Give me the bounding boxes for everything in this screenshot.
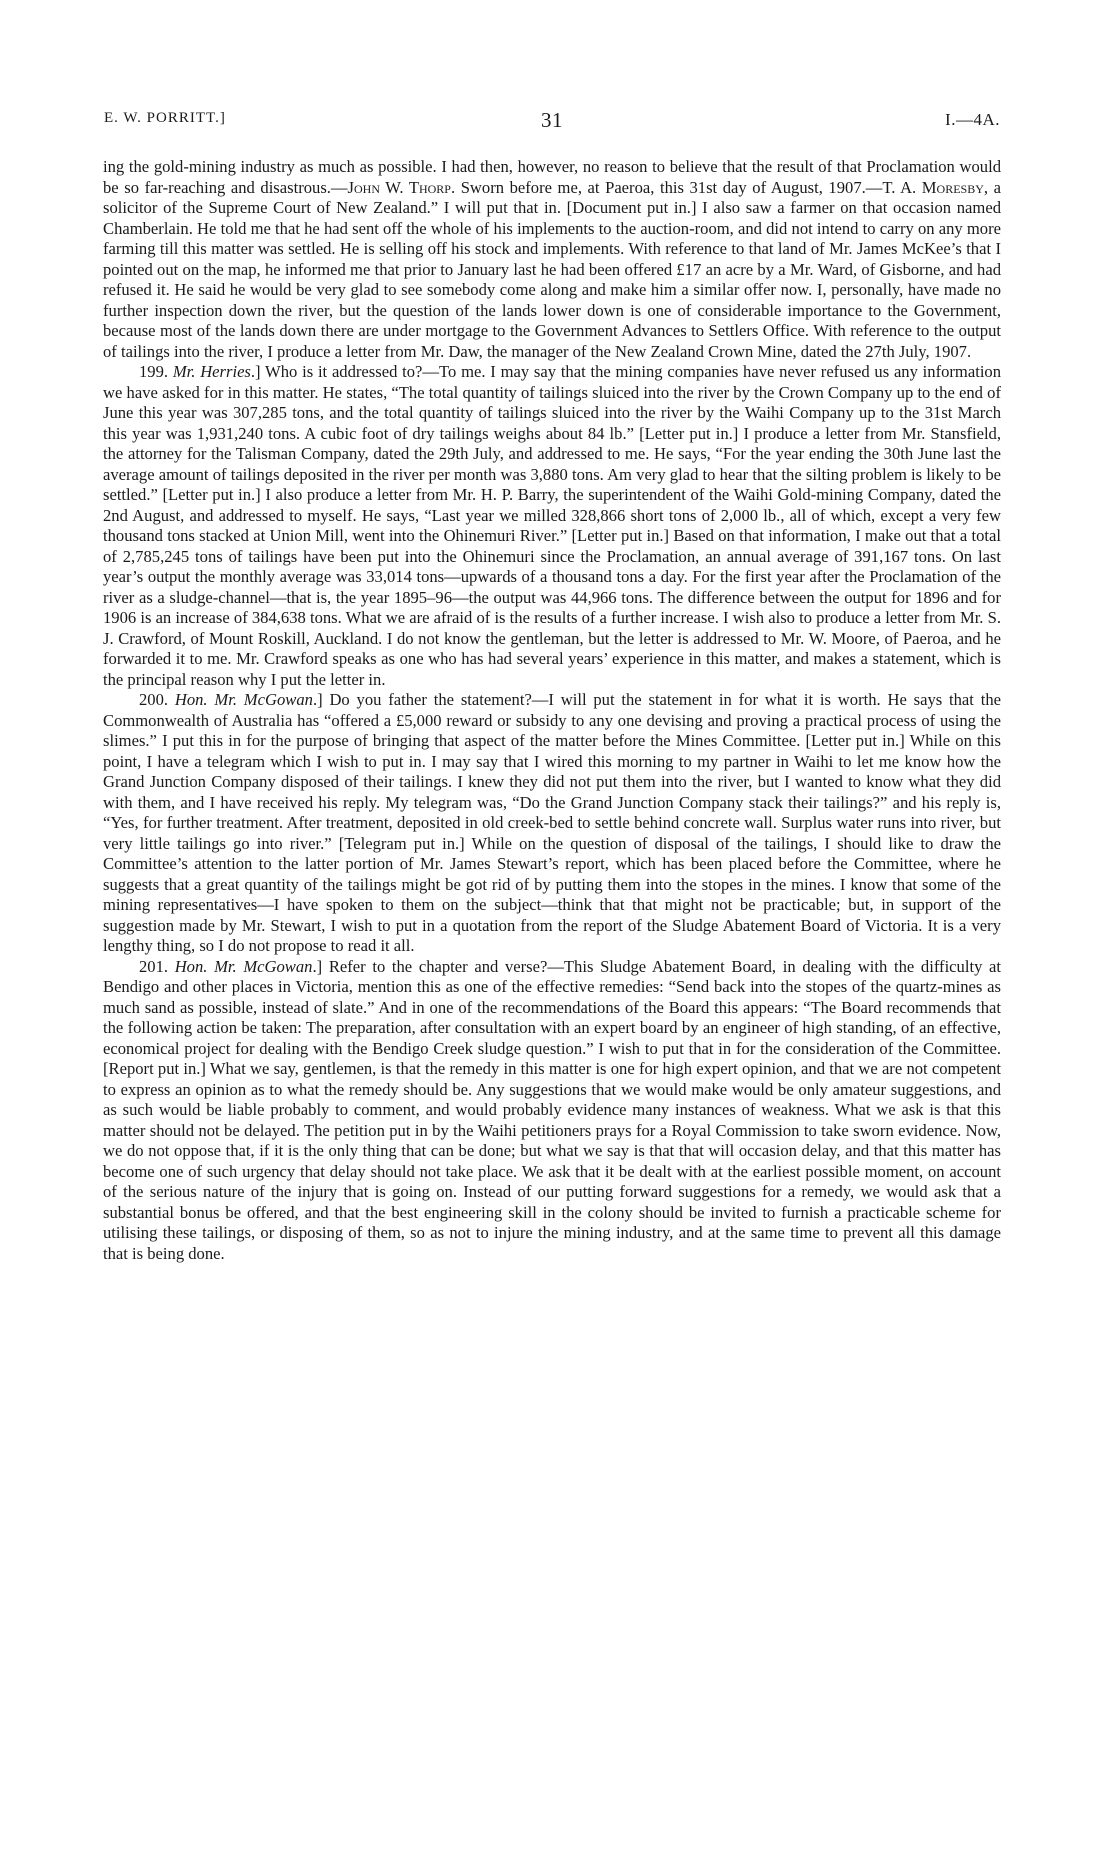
- paper-reference: I.—4A.: [945, 110, 1000, 129]
- paragraph-question-201: [103, 957, 1001, 1265]
- text-run: , a solicitor of the Supreme Court of New Zealand.” I will put that in. [Document put in.] I also saw a farmer on that occasion named Chamberlain. He told me that he had sent off the whole of his implements to the auction-room, and did not intend to carry on any more farming till this matter was settled. He is selling off his stock and implements. With reference to that land of Mr. James McKee’s that I pointed out on the map, he informed me that prior to January last he had been offered £17 an acre by a Mr. Ward, of Gisborne, and had refused it. He said he would be very glad to see somebody come along and make him a similar offer now. I, personally, have made no further inspection down the river, but the question of the lands lower down is one of considerable importance to the Government, because most of the lands down there are under mortgage to the Government Advances to Settlers Office. With reference to the output of tailings into the river, I produce a letter from Mr. Daw, the manager of the New Zealand Crown Mine, dated the 27th July, 1907.: [103, 177, 1001, 361]
- speaker-name: Hon. Mr. McGowan: [174, 956, 313, 976]
- text-run: .] Who is it addressed to?—To me. I may say that the mining companies have never refused us any information we have asked for in this matter. He states, “The total quantity of tailings sluiced into the river by the Crown Company up to the end of June this year was 307,285 tons, and the total quantity of tailings sluiced into the river by the Waihi Company up to the 31st March this year was 1,931,240 tons. A cubic foot of dry tailings weighs about 84 lb.” [Letter put in.] I produce a letter from Mr. Stansfield, the attorney for the Talisman Company, dated the 29th July, and addressed to me. He says, “For the year ending the 30th June last the average amount of tailings deposited in the river per month was 3,880 tons. Am very glad to hear that the silting problem is likely to be settled.” [Letter put in.] I also produce a letter from Mr. H. P. Barry, the superintendent of the Waihi Gold-mining Company, dated the 2nd August, and addressed to myself. He says, “Last year we milled 328,866 short tons of 2,000 lb., all of which, except a very few thousand tons stacked at Union Mill, went into the Ohinemuri River.” [Letter put in.] Based on that information, I make out that a total of 2,785,245 tons of tailings have been put into the Ohinemuri since the Proclamation, an annual average of 391,167 tons. On last year’s output the monthly average was 33,014 tons—upwards of a thousand tons a day. For the first year after the Proclamation of the river as a sludge-channel—that is, the year 1895–96—the output was 44,966 tons. The difference between the output for 1896 and for 1906 is an increase of 384,638 tons. What we are afraid of is the results of a further increase. I wish also to produce a letter from Mr. S. J. Crawford, of Mount Roskill, Auckland. I do not know the gentleman, but the letter is addressed to Mr. W. Moore, of Paeroa, and he forwarded it to me. Mr. Crawford speaks as one who has had several years’ experience in this matter, and makes a statement, which is the principal reason why I put the letter in.: [103, 362, 1002, 689]
- body-text: [103, 157, 1001, 1264]
- speaker-name: Hon. Mr. McGowan: [174, 690, 313, 709]
- text-run: 201.: [139, 956, 175, 976]
- page-number: 31: [541, 108, 563, 132]
- text-run: .] Refer to the chapter and verse?—This Sludge Abatement Board, in dealing with the difficulty at Bendigo and other places in Victoria, mention this as one of the effective remedies: “Send back into the stopes of the quartz-mines as much sand as possible, instead of slate.” And in one of the recommendations of the Board this appears: “The Board recommends that the following action be taken: The preparation, after consultation with an expert board by an engineer of high standing, of an effective, economical project for dealing with the Bendigo Creek sludge question.” I wish to put that in for the consideration of the Committee. [Report put in.] What we say, gentlemen, is that the remedy in this matter is one for high expert opinion, and that we are not competent to express an opinion as to what the remedy should be. Any suggestions that we would make would be only amateur suggestions, and as such would be liable probably to comment, and would probably evidence many instances of weakness. What we ask is that this matter should not be delayed. The petition put in by the Waihi petitioners prays for a Royal Commission to take sworn evidence. Now, we do not oppose that, if it is the only thing that can be done; but what we say is that that will occasion delay, and that this matter has become one of such urgency that delay should not take place. We ask that it be dealt with at the earliest possible moment, on account of the serious nature of the injury that is going on. Instead of our putting forward suggestions for a remedy, we would ask that a substantial bonus be offered, and that the best engineering skill in the colony should be invited to furnish a practicable scheme for utilising these tailings, or disposing of them, so as not to injure the mining industry, and at the same time to prevent all this damage that is being done.: [103, 956, 1002, 1263]
- paragraph-question-199: [103, 362, 1001, 690]
- text-run: ing the gold-mining industry as much as possible. I had then, however, no reason to believe that the result of that Proclamation would be so far-reaching and disastrous.—: [103, 157, 1001, 197]
- text-run: 199.: [139, 362, 173, 381]
- speaker-name: Mr. Herries: [172, 362, 251, 381]
- paragraph-continuation: [103, 157, 1001, 362]
- text-run: 200.: [139, 690, 175, 709]
- small-caps-name: John W. Thorp: [347, 177, 451, 197]
- running-header: [104, 108, 1000, 134]
- header-witness-name: E. W. PORRITT.]: [104, 110, 226, 126]
- text-run: . Sworn before me, at Paeroa, this 31st day of August, 1907.—T. A.: [450, 177, 922, 197]
- small-caps-name: Moresby: [921, 177, 984, 197]
- paragraph-question-200: [103, 690, 1001, 957]
- text-run: .] Do you father the statement?—I will put the statement in for what it is worth. He says that the Commonwealth of Australia has “offered a £5,000 reward or subsidy to any one devising and proving a practical process of using the slimes.” I put this in for the purpose of bringing that aspect of the matter before the Mines Committee. [Letter put in.] While on this point, I have a telegram which I wish to put in. I may say that I wired this morning to my partner in Waihi to let me know how the Grand Junction Company disposed of their tailings. I knew they did not put them into the river, but I wanted to know what they did with them, and I have received his reply. My telegram was, “Do the Grand Junction Company stack their tailings?” and his reply is, “Yes, for further treatment. After treatment, deposited in old creek-bed to settle behind concrete wall. Surplus water runs into river, but very little tailings go into river.” [Telegram put in.] While on the question of disposal of the tailings, I should like to draw the Committee’s attention to the latter portion of Mr. James Stewart’s report, which has been placed before the Committee, where he suggests that a great quantity of the tailings might be got rid of by putting them into the stopes in the mines. I know that some of the mining representatives—I have spoken to them on the subject—think that that might not be practicable; but, in support of the suggestion made by Mr. Stewart, I wish to put in a quotation from the report of the Sludge Abatement Board of Victoria. It is a very lengthy thing, so I do not propose to read it all.: [103, 690, 1001, 955]
